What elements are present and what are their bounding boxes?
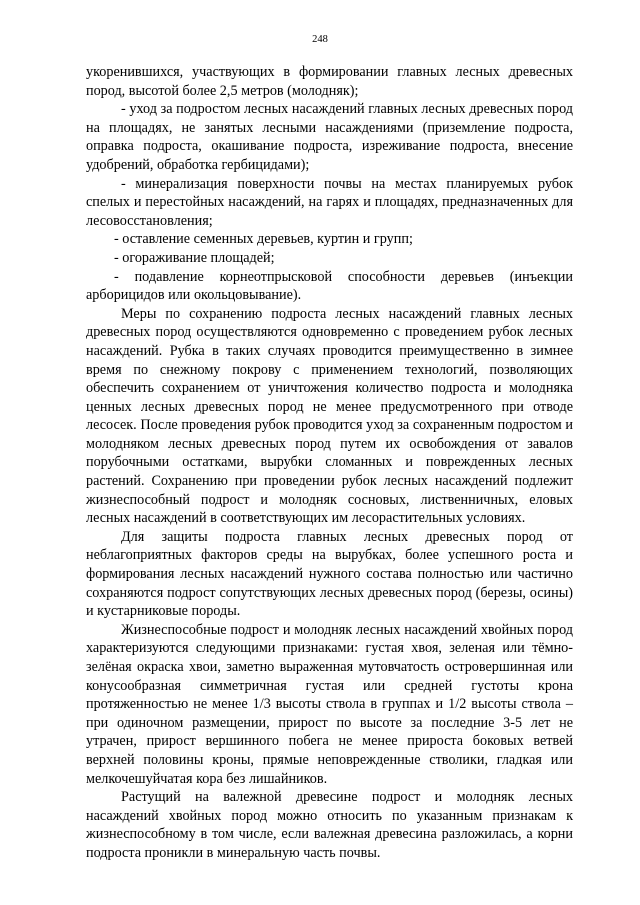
list-item: - оставление семенных деревьев, куртин и групп; — [114, 231, 413, 248]
list-item: - уход за подростом лесных насаждений главных лесных древесных пород на площадях, не занятых лесными насаждениями (приземление подроста, оправка подроста, окашивание подроста, изреживание подроста, внесение удобрений, обработка гербицидами); — [86, 101, 573, 173]
paragraph: Для защиты подроста главных лесных древесных пород от неблагоприятных факторов среды на вырубках, более успешного роста и формирования лесных насаждений нужного состава полностью или частично сохраняются подрост сопутствующих лесных древесных пород (березы, осины) и кустарниковые породы. — [86, 528, 573, 620]
page-number: 248 — [312, 34, 328, 45]
list-item: - огораживание площадей; — [114, 249, 275, 266]
paragraph: Жизнеспособные подрост и молодняк лесных насаждений хвойных пород характеризуются следующими признаками: густая хвоя, зеленая или тёмно-зелёная окраска хвои, заметно выраженная мутовчатость островершинная или конусообразная симметричная густая или средней густоты крона протяженностью не менее 1/3 высоты ствола в группах и 1/2 высоты ствола – при одиночном размещении, прирост по высоте за последние 3-5 лет не утрачен, прирост вершинного побега не менее прироста боковых ветвей верхней половины кроны, прямые неповрежденные стволики, гладкая или мелкочешуйчатая кора без лишайников. — [86, 621, 573, 787]
list-item: - минерализация поверхности почвы на местах планируемых рубок спелых и перестойных насаждений, на гарях и площадях, предназначенных для лесовосстановления; — [86, 175, 573, 229]
paragraph: Меры по сохранению подроста лесных насаждений главных лесных древесных пород осуществляются одновременно с проведением рубок лесных насаждений. Рубка в таких случаях проводится преимущественно в зимнее время по снежному покрову с применением технологий, позволяющих обеспечить сохранением от уничтожения количество подроста и молодняка ценных лесных древесных пород не менее предусмотренного при отводе лесосек. После проведения рубок проводится уход за сохраненным подростом и молодняком лесных древесных пород путем их освобождения от завалов порубочными остатками, вырубки сломанных и поврежденных лесных растений. Сохранению при проведении рубок лесных насаждений подлежит жизнеспособный подрост и молодняк сосновых, лиственничных, еловых лесных насаждений в соответствующих им лесорастительных условиях. — [86, 305, 573, 527]
paragraph: Растущий на валежной древесине подрост и молодняк лесных насаждений хвойных пород можно относить по указанным признакам к жизнеспособному в том числе, если валежная древесина разложилась, а корни подроста проникли в минеральную часть почвы. — [86, 789, 573, 861]
body-text — [86, 63, 573, 863]
paragraph: укоренившихся, участвующих в формировании главных лесных древесных пород, высотой более 2,5 метров (молодняк); — [86, 64, 573, 99]
list-item: - подавление корнеотпрысковой способности деревьев (инъекции арборицидов или окольцовывание). — [86, 268, 573, 304]
